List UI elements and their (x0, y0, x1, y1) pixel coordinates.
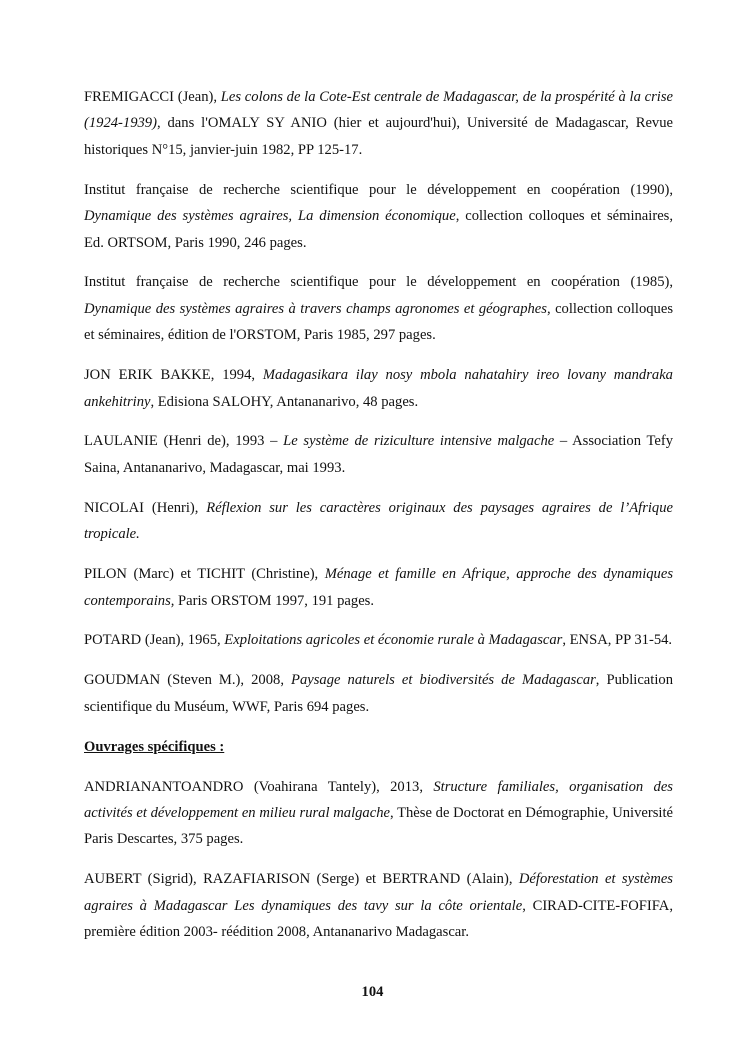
reference-title: Madagasikara ilay nosy mbola nahatahiry ireo lovany mandraka ankehitriny (84, 367, 673, 410)
specific-references (84, 774, 673, 946)
reference-title: Réflexion sur les caractères originaux des paysages agraires de l’Afrique tropicale. (84, 499, 673, 543)
reference-text: ANDRIANANTOANDRO (Voahirana Tantely), 2013, (84, 778, 434, 795)
reference-entry (84, 362, 673, 415)
reference-entry (84, 177, 673, 256)
reference-text: FREMIGACCI (Jean), (84, 89, 221, 105)
reference-text: GOUDMAN (Steven M.), 2008, (84, 672, 292, 689)
reference-title: Dynamique des systèmes agraires à travers champs agronomes et géographes (84, 300, 547, 317)
reference-title: Ménage et famille en Afrique, approche des dynamiques contemporains, (84, 566, 673, 609)
reference-title: Les colons de la Cote-Est centrale de Madagascar, de la prospérité à la crise (1924-1939) (84, 89, 673, 132)
reference-entry (84, 774, 673, 853)
reference-title: Exploitations agricoles et économie rurale à Madagascar (224, 632, 563, 649)
reference-text: , CIRAD-CITE-FOFIFA, première édition 2003- réédition 2008, Antananarivo Madagascar. (84, 897, 673, 941)
reference-title: Structure familiales, organisation des activités et développement en milieu rural malgache (84, 778, 673, 821)
reference-title: Dynamique des systèmes agraires, La dimension économique (84, 208, 456, 225)
reference-text: JON ERIK BAKKE, 1994, (84, 367, 263, 384)
section-heading: Ouvrages spécifiques : (84, 738, 225, 755)
reference-text: , Thèse de Doctorat en Démographie, Université Paris Descartes, 375 pages. (84, 804, 673, 848)
reference-text: , Edisiona SALOHY, Antananarivo, 48 pages. (150, 393, 419, 410)
bibliography-page (84, 84, 673, 959)
reference-entry (84, 428, 673, 481)
reference-entry (84, 269, 673, 348)
reference-text: LAULANIE (Henri de), 1993 – (84, 433, 284, 450)
reference-text: , ENSA, PP 31-54. (562, 632, 673, 649)
general-references (84, 84, 673, 720)
reference-title: Paysage naturels et biodiversités de Madagascar (291, 672, 596, 689)
reference-text: , collection colloques et séminaires, Ed. ORTSOM, Paris 1990, 246 pages. (84, 208, 673, 251)
reference-text: – Association Tefy Saina, Antananarivo, Madagascar, mai 1993. (84, 433, 673, 476)
reference-text: NICOLAI (Henri), (84, 499, 207, 516)
page-number: 104 (361, 984, 384, 1000)
reference-text: Paris ORSTOM 1997, 191 pages. (174, 592, 374, 609)
reference-text: , collection colloques et séminaires, édition de l'ORSTOM, Paris 1985, 297 pages. (84, 300, 673, 344)
reference-entry (84, 561, 673, 614)
reference-text: Institut française de recherche scientifique pour le développement en coopération (1990), (84, 181, 673, 198)
reference-entry (84, 866, 673, 945)
reference-text: Institut française de recherche scientifique pour le développement en coopération (1985), (84, 274, 673, 291)
reference-entry (84, 667, 673, 720)
reference-title: Le système de riziculture intensive malgache (283, 433, 555, 450)
reference-text: , Publication scientifique du Muséum, WWF, Paris 694 pages. (84, 672, 673, 715)
reference-entry (84, 84, 673, 163)
reference-text: PILON (Marc) et TICHIT (Christine), (84, 566, 325, 583)
reference-entry (84, 627, 673, 653)
reference-title: Déforestation et systèmes agraires à Madagascar Les dynamiques des tavy sur la côte orientale (84, 871, 673, 914)
reference-entry (84, 495, 673, 548)
reference-text: POTARD (Jean), 1965, (84, 632, 225, 649)
reference-text: , dans l'OMALY SY ANIO (hier et aujourd'hui), Université de Madagascar, Revue historiques N°15, janvier-juin 1982, PP 125-17. (84, 115, 673, 158)
reference-text: AUBERT (Sigrid), RAZAFIARISON (Serge) et BERTRAND (Alain), (84, 871, 519, 888)
